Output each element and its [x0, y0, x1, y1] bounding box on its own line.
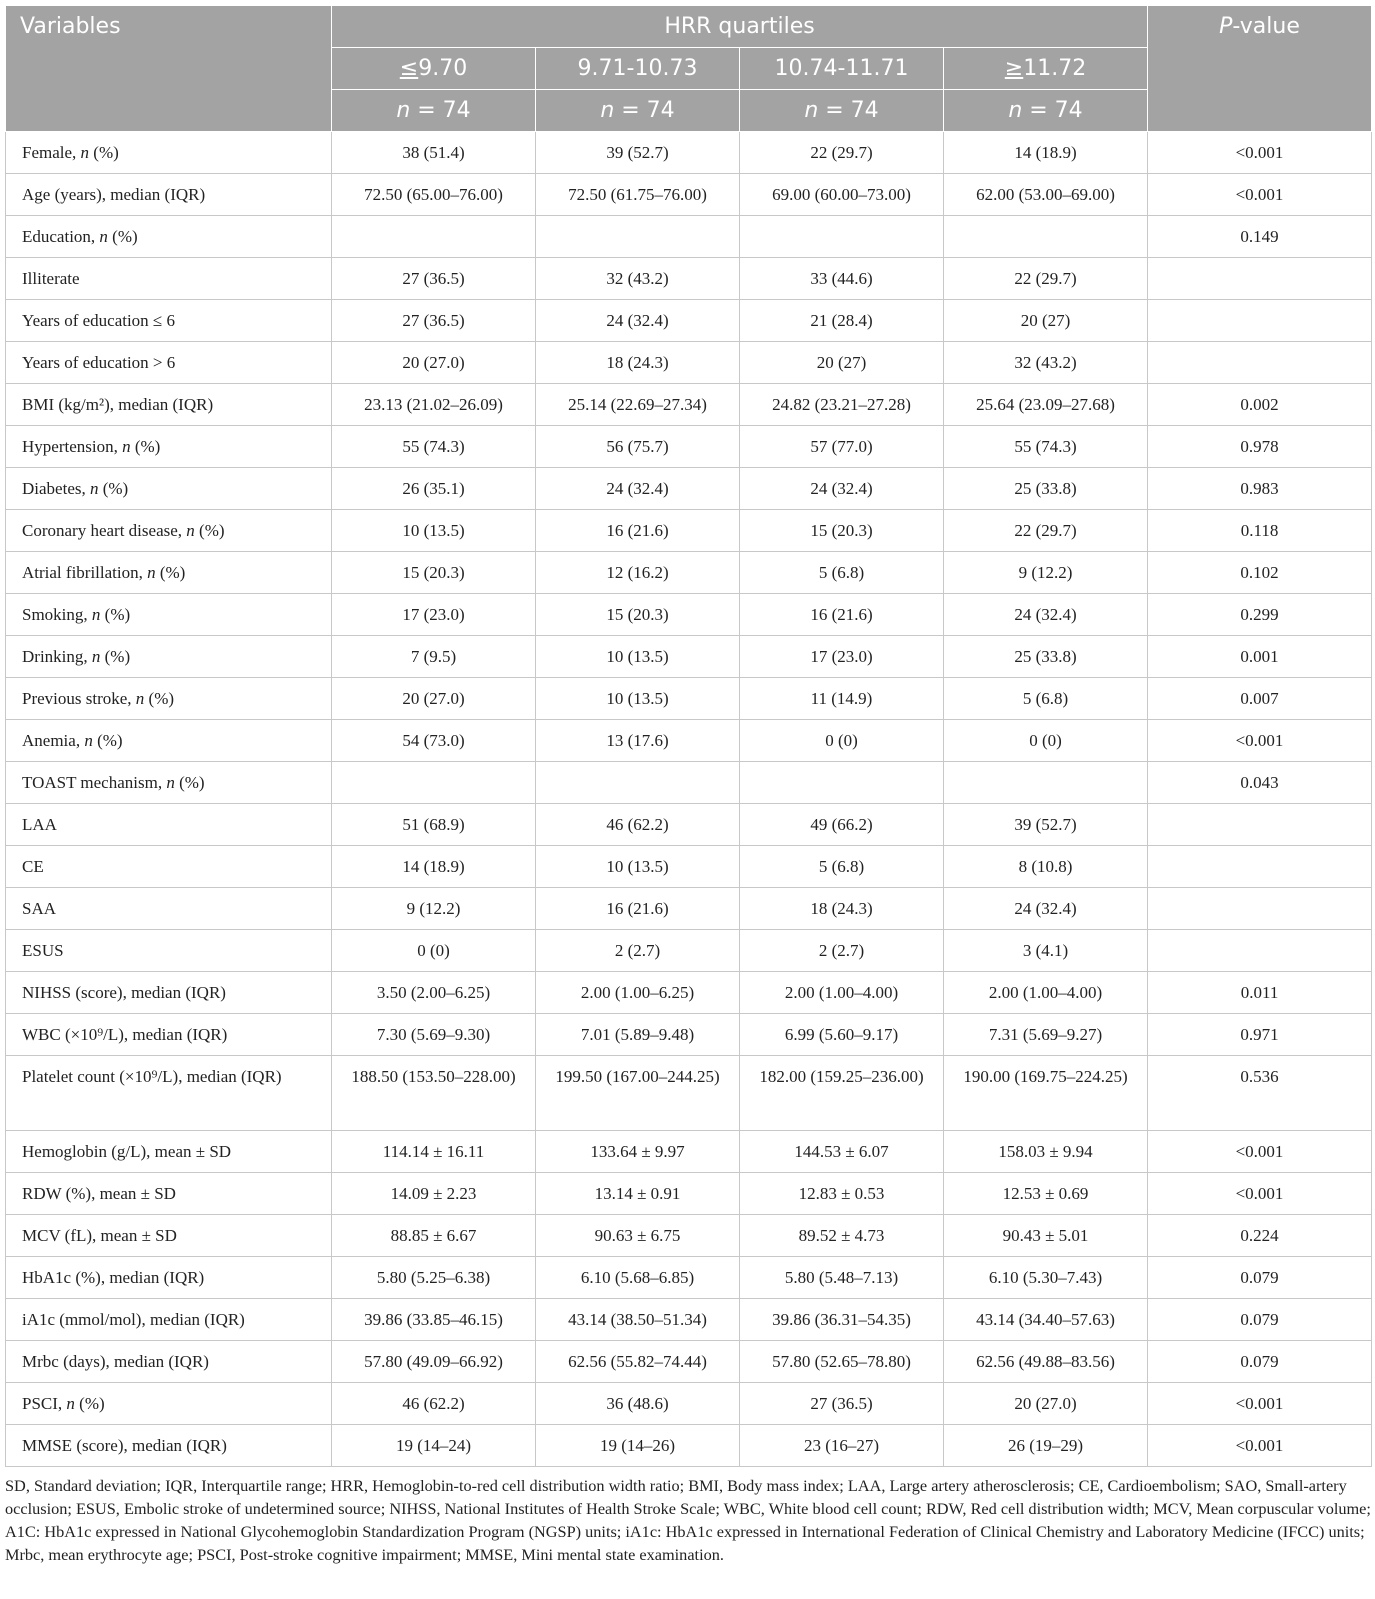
quartile-4-cell: 3 (4.1)	[944, 930, 1148, 972]
quartile-3-cell: 5.80 (5.48–7.13)	[740, 1257, 944, 1299]
table-header	[6, 6, 1372, 132]
quartile-2-cell: 10 (13.5)	[536, 678, 740, 720]
quartile-1-cell: 15 (20.3)	[332, 552, 536, 594]
pvalue-cell: 0.102	[1148, 552, 1372, 594]
n-symbol: n	[91, 604, 101, 624]
table-row	[6, 342, 1372, 384]
pvalue-cell	[1148, 888, 1372, 930]
pvalue-cell: 0.224	[1148, 1215, 1372, 1257]
quartile-3-cell: 5 (6.8)	[740, 552, 944, 594]
quartile-2-cell: 2.00 (1.00–6.25)	[536, 972, 740, 1014]
quartile-2-cell: 56 (75.7)	[536, 426, 740, 468]
baseline-characteristics-table	[5, 5, 1372, 1467]
row-label: BMI (kg/m²), median (IQR)	[6, 384, 332, 426]
table-row	[6, 1173, 1372, 1215]
pvalue-cell: <0.001	[1148, 1425, 1372, 1467]
quartile-3-cell: 21 (28.4)	[740, 300, 944, 342]
quartile-3-cell: 12.83 ± 0.53	[740, 1173, 944, 1215]
quartile-3-cell: 27 (36.5)	[740, 1383, 944, 1425]
table-row	[6, 1341, 1372, 1383]
table-row	[6, 678, 1372, 720]
pvalue-cell: 0.079	[1148, 1257, 1372, 1299]
table-row	[6, 468, 1372, 510]
table-row	[6, 930, 1372, 972]
n-symbol: n	[66, 1393, 75, 1413]
quartile-2-cell: 62.56 (55.82–74.44)	[536, 1341, 740, 1383]
quartile-4-cell: 6.10 (5.30–7.43)	[944, 1257, 1148, 1299]
quartile-1-cell: 14 (18.9)	[332, 846, 536, 888]
table-row	[6, 846, 1372, 888]
table-row	[6, 1056, 1372, 1131]
pvalue-cell: <0.001	[1148, 720, 1372, 762]
pvalue-cell: 0.007	[1148, 678, 1372, 720]
quartile-4-n	[944, 90, 1148, 132]
table-row	[6, 300, 1372, 342]
quartile-3-range	[740, 48, 944, 90]
quartile-3-n-value: = 74	[818, 98, 879, 123]
row-label: Drinking, n (%)	[6, 636, 332, 678]
quartile-2-cell: 6.10 (5.68–6.85)	[536, 1257, 740, 1299]
pvalue-cell	[1148, 846, 1372, 888]
quartile-3-cell: 24.82 (23.21–27.28)	[740, 384, 944, 426]
pvalue-cell	[1148, 804, 1372, 846]
quartile-4-range	[944, 48, 1148, 90]
row-label: WBC (×10⁹/L), median (IQR)	[6, 1014, 332, 1056]
pvalue-cell: 0.011	[1148, 972, 1372, 1014]
quartile-4-cell: 22 (29.7)	[944, 510, 1148, 552]
quartile-3-cell: 24 (32.4)	[740, 468, 944, 510]
row-label: Years of education ≤ 6	[6, 300, 332, 342]
quartile-2-cell: 15 (20.3)	[536, 594, 740, 636]
table-row	[6, 720, 1372, 762]
quartile-2-cell: 2 (2.7)	[536, 930, 740, 972]
quartile-1-cell: 88.85 ± 6.67	[332, 1215, 536, 1257]
quartile-4-cell: 9 (12.2)	[944, 552, 1148, 594]
quartile-1-range	[332, 48, 536, 90]
pvalue-cell	[1148, 300, 1372, 342]
row-label: Hypertension, n (%)	[6, 426, 332, 468]
table-row	[6, 1383, 1372, 1425]
quartile-3-cell: 11 (14.9)	[740, 678, 944, 720]
variables-header: Variables	[6, 6, 332, 132]
quartile-4-cell: 20 (27)	[944, 300, 1148, 342]
quartile-2-n	[536, 90, 740, 132]
quartile-1-cell: 26 (35.1)	[332, 468, 536, 510]
table-row	[6, 132, 1372, 174]
table-row	[6, 426, 1372, 468]
quartile-4-cell: 39 (52.7)	[944, 804, 1148, 846]
n-symbol: n	[80, 142, 90, 162]
row-label: ESUS	[6, 930, 332, 972]
quartile-1-cell: 23.13 (21.02–26.09)	[332, 384, 536, 426]
quartile-4-cell: 24 (32.4)	[944, 888, 1148, 930]
table-row	[6, 552, 1372, 594]
quartile-2-cell: 43.14 (38.50–51.34)	[536, 1299, 740, 1341]
quartile-1-cell: 3.50 (2.00–6.25)	[332, 972, 536, 1014]
quartile-2-cell: 10 (13.5)	[536, 636, 740, 678]
row-label: NIHSS (score), median (IQR)	[6, 972, 332, 1014]
quartile-2-cell: 32 (43.2)	[536, 258, 740, 300]
pvalue-cell: <0.001	[1148, 1383, 1372, 1425]
quartile-2-cell: 16 (21.6)	[536, 510, 740, 552]
quartile-1-cell: 72.50 (65.00–76.00)	[332, 174, 536, 216]
n-symbol: n	[135, 688, 145, 708]
pvalue-cell: 0.978	[1148, 426, 1372, 468]
quartile-1-cell: 27 (36.5)	[332, 300, 536, 342]
row-label: TOAST mechanism, n (%)	[6, 762, 332, 804]
quartile-4-cell: 25 (33.8)	[944, 468, 1148, 510]
quartile-1-cell: 20 (27.0)	[332, 342, 536, 384]
quartile-3-cell: 2 (2.7)	[740, 930, 944, 972]
row-label: Female, n (%)	[6, 132, 332, 174]
quartile-4-cell: 55 (74.3)	[944, 426, 1148, 468]
table-row	[6, 972, 1372, 1014]
table-container	[5, 5, 1371, 1566]
quartile-2-cell: 13 (17.6)	[536, 720, 740, 762]
quartile-4-cell: 8 (10.8)	[944, 846, 1148, 888]
quartile-3-cell: 39.86 (36.31–54.35)	[740, 1299, 944, 1341]
quartile-1-cell: 38 (51.4)	[332, 132, 536, 174]
quartile-3-cell: 22 (29.7)	[740, 132, 944, 174]
n-symbol: n	[166, 772, 175, 792]
row-label: RDW (%), mean ± SD	[6, 1173, 332, 1215]
quartile-4-cell: 7.31 (5.69–9.27)	[944, 1014, 1148, 1056]
quartile-2-value: 9.71-10.73	[577, 56, 698, 81]
quartile-1-cell: 19 (14–24)	[332, 1425, 536, 1467]
pvalue-cell	[1148, 342, 1372, 384]
row-label: PSCI, n (%)	[6, 1383, 332, 1425]
quartile-2-cell: 39 (52.7)	[536, 132, 740, 174]
row-label: Illiterate	[6, 258, 332, 300]
row-label: HbA1c (%), median (IQR)	[6, 1257, 332, 1299]
table-row	[6, 1257, 1372, 1299]
pvalue-cell	[1148, 258, 1372, 300]
quartile-3-cell: 23 (16–27)	[740, 1425, 944, 1467]
quartile-4-cell: 22 (29.7)	[944, 258, 1148, 300]
pvalue-cell: 0.536	[1148, 1056, 1372, 1131]
quartile-2-cell: 12 (16.2)	[536, 552, 740, 594]
quartile-3-cell: 6.99 (5.60–9.17)	[740, 1014, 944, 1056]
pvalue-cell: 0.983	[1148, 468, 1372, 510]
hrr-quartiles-header: HRR quartiles	[332, 6, 1148, 48]
quartile-1-cell: 46 (62.2)	[332, 1383, 536, 1425]
pvalue-cell: 0.079	[1148, 1341, 1372, 1383]
quartile-3-cell: 57.80 (52.65–78.80)	[740, 1341, 944, 1383]
row-label: Hemoglobin (g/L), mean ± SD	[6, 1131, 332, 1173]
pvalue-cell: <0.001	[1148, 132, 1372, 174]
quartile-4-cell: 32 (43.2)	[944, 342, 1148, 384]
quartile-4-n-label: n	[1008, 98, 1023, 123]
row-label: Education, n (%)	[6, 216, 332, 258]
quartile-3-cell: 144.53 ± 6.07	[740, 1131, 944, 1173]
quartile-1-value: 9.70	[418, 56, 468, 81]
quartile-2-cell: 16 (21.6)	[536, 888, 740, 930]
row-label: LAA	[6, 804, 332, 846]
row-label: Years of education > 6	[6, 342, 332, 384]
row-label: MMSE (score), median (IQR)	[6, 1425, 332, 1467]
quartile-2-cell	[536, 216, 740, 258]
quartile-1-cell	[332, 216, 536, 258]
quartile-4-cell: 5 (6.8)	[944, 678, 1148, 720]
quartile-2-cell: 7.01 (5.89–9.48)	[536, 1014, 740, 1056]
row-label: Coronary heart disease, n (%)	[6, 510, 332, 552]
quartile-2-cell: 46 (62.2)	[536, 804, 740, 846]
quartile-2-cell	[536, 762, 740, 804]
quartile-1-cell: 55 (74.3)	[332, 426, 536, 468]
quartile-3-cell: 69.00 (60.00–73.00)	[740, 174, 944, 216]
quartile-2-cell: 199.50 (167.00–244.25)	[536, 1056, 740, 1131]
row-label: iA1c (mmol/mol), median (IQR)	[6, 1299, 332, 1341]
quartile-3-cell: 18 (24.3)	[740, 888, 944, 930]
quartile-2-cell: 18 (24.3)	[536, 342, 740, 384]
quartile-3-cell: 182.00 (159.25–236.00)	[740, 1056, 944, 1131]
pvalue-header-suffix: -value	[1232, 14, 1300, 39]
quartile-2-cell: 19 (14–26)	[536, 1425, 740, 1467]
quartile-1-cell: 57.80 (49.09–66.92)	[332, 1341, 536, 1383]
pvalue-cell: <0.001	[1148, 1173, 1372, 1215]
quartile-1-cell: 7 (9.5)	[332, 636, 536, 678]
quartile-3-cell: 57 (77.0)	[740, 426, 944, 468]
pvalue-header-p: P	[1219, 14, 1233, 39]
table-row	[6, 384, 1372, 426]
table-row	[6, 1131, 1372, 1173]
quartile-2-cell: 10 (13.5)	[536, 846, 740, 888]
quartile-3-cell: 15 (20.3)	[740, 510, 944, 552]
row-label: Atrial fibrillation, n (%)	[6, 552, 332, 594]
quartile-3-cell: 0 (0)	[740, 720, 944, 762]
n-symbol: n	[122, 436, 131, 456]
quartile-4-cell: 26 (19–29)	[944, 1425, 1148, 1467]
quartile-1-cell: 114.14 ± 16.11	[332, 1131, 536, 1173]
quartile-1-cell: 14.09 ± 2.23	[332, 1173, 536, 1215]
quartile-2-n-value: = 74	[614, 98, 675, 123]
n-symbol: n	[91, 646, 101, 666]
quartile-4-cell: 25.64 (23.09–27.68)	[944, 384, 1148, 426]
quartile-2-cell: 133.64 ± 9.97	[536, 1131, 740, 1173]
quartile-2-cell: 24 (32.4)	[536, 468, 740, 510]
table-row	[6, 174, 1372, 216]
quartile-3-cell: 20 (27)	[740, 342, 944, 384]
quartile-2-range	[536, 48, 740, 90]
quartile-2-cell: 13.14 ± 0.91	[536, 1173, 740, 1215]
quartile-1-cell: 9 (12.2)	[332, 888, 536, 930]
quartile-1-cell: 7.30 (5.69–9.30)	[332, 1014, 536, 1056]
quartile-2-cell: 72.50 (61.75–76.00)	[536, 174, 740, 216]
table-row	[6, 216, 1372, 258]
pvalue-cell	[1148, 930, 1372, 972]
quartile-3-n	[740, 90, 944, 132]
row-label: Diabetes, n (%)	[6, 468, 332, 510]
quartile-4-cell: 20 (27.0)	[944, 1383, 1148, 1425]
table-row	[6, 510, 1372, 552]
quartile-2-cell: 90.63 ± 6.75	[536, 1215, 740, 1257]
quartile-4-cell: 0 (0)	[944, 720, 1148, 762]
table-row	[6, 594, 1372, 636]
quartile-3-cell: 16 (21.6)	[740, 594, 944, 636]
quartile-3-cell: 49 (66.2)	[740, 804, 944, 846]
quartile-4-cell: 12.53 ± 0.69	[944, 1173, 1148, 1215]
quartile-3-value: 10.74-11.71	[774, 56, 909, 81]
quartile-1-cell: 188.50 (153.50–228.00)	[332, 1056, 536, 1131]
quartile-3-cell: 33 (44.6)	[740, 258, 944, 300]
quartile-4-n-value: = 74	[1022, 98, 1083, 123]
quartile-4-cell: 90.43 ± 5.01	[944, 1215, 1148, 1257]
quartile-1-cell	[332, 762, 536, 804]
quartile-3-cell	[740, 762, 944, 804]
table-row	[6, 888, 1372, 930]
table-body	[6, 132, 1372, 1467]
n-symbol: n	[186, 520, 195, 540]
quartile-4-cell: 158.03 ± 9.94	[944, 1131, 1148, 1173]
pvalue-cell: 0.299	[1148, 594, 1372, 636]
quartile-4-cell: 2.00 (1.00–4.00)	[944, 972, 1148, 1014]
quartile-3-n-label: n	[804, 98, 819, 123]
quartile-4-sign: ≥	[1004, 56, 1024, 81]
table-row	[6, 762, 1372, 804]
quartile-2-cell: 25.14 (22.69–27.34)	[536, 384, 740, 426]
quartile-4-cell: 43.14 (34.40–57.63)	[944, 1299, 1148, 1341]
pvalue-header	[1148, 6, 1372, 132]
quartile-1-cell: 0 (0)	[332, 930, 536, 972]
quartile-3-cell: 17 (23.0)	[740, 636, 944, 678]
pvalue-cell: 0.001	[1148, 636, 1372, 678]
pvalue-cell: 0.971	[1148, 1014, 1372, 1056]
quartile-3-cell: 2.00 (1.00–4.00)	[740, 972, 944, 1014]
quartile-1-sign: ≤	[399, 56, 419, 81]
quartile-2-cell: 36 (48.6)	[536, 1383, 740, 1425]
row-label: Previous stroke, n (%)	[6, 678, 332, 720]
quartile-1-cell: 5.80 (5.25–6.38)	[332, 1257, 536, 1299]
quartile-4-cell	[944, 216, 1148, 258]
table-row	[6, 258, 1372, 300]
row-label: Smoking, n (%)	[6, 594, 332, 636]
quartile-4-cell: 14 (18.9)	[944, 132, 1148, 174]
pvalue-cell: 0.002	[1148, 384, 1372, 426]
table-row	[6, 1215, 1372, 1257]
pvalue-cell: 0.043	[1148, 762, 1372, 804]
quartile-1-cell: 20 (27.0)	[332, 678, 536, 720]
quartile-1-n-value: = 74	[410, 98, 471, 123]
pvalue-cell: 0.079	[1148, 1299, 1372, 1341]
quartile-4-cell: 190.00 (169.75–224.25)	[944, 1056, 1148, 1131]
quartile-4-value: 11.72	[1023, 56, 1087, 81]
quartile-3-cell: 89.52 ± 4.73	[740, 1215, 944, 1257]
table-row	[6, 1014, 1372, 1056]
n-symbol: n	[84, 730, 93, 750]
pvalue-cell: <0.001	[1148, 174, 1372, 216]
row-label: MCV (fL), mean ± SD	[6, 1215, 332, 1257]
table-row	[6, 804, 1372, 846]
pvalue-cell: 0.118	[1148, 510, 1372, 552]
quartile-3-cell: 5 (6.8)	[740, 846, 944, 888]
table-row	[6, 1425, 1372, 1467]
row-label: Mrbc (days), median (IQR)	[6, 1341, 332, 1383]
quartile-4-cell: 62.56 (49.88–83.56)	[944, 1341, 1148, 1383]
quartile-2-n-label: n	[600, 98, 615, 123]
quartile-1-n-label: n	[396, 98, 411, 123]
row-label: SAA	[6, 888, 332, 930]
n-symbol: n	[89, 478, 99, 498]
quartile-1-cell: 17 (23.0)	[332, 594, 536, 636]
quartile-1-n	[332, 90, 536, 132]
n-symbol: n	[99, 226, 108, 246]
quartile-1-cell: 27 (36.5)	[332, 258, 536, 300]
row-label: Age (years), median (IQR)	[6, 174, 332, 216]
table-footnote: SD, Standard deviation; IQR, Interquartile range; HRR, Hemoglobin-to-red cell distribution width ratio; BMI, Body mass index; LAA, Large artery atherosclerosis; CE, Cardioembolism; SAO, Small-artery occlusion; ESUS, Embolic stroke of undetermined source; NIHSS, National Institutes of Health Stroke Scale; WBC, White blood cell count; RDW, Red cell distribution width; MCV, Mean corpuscular volume; A1C: HbA1c expressed in National Glycohemoglobin Standardization Program (NGSP) units; iA1c: HbA1c expressed in International Federation of Clinical Chemistry and Laboratory Medicine (IFCC) units; Mrbc, mean erythrocyte age; PSCI, Post-stroke cognitive impairment; MMSE, Mini mental state examination.	[5, 1476, 1371, 1564]
quartile-2-cell: 24 (32.4)	[536, 300, 740, 342]
quartile-4-cell: 24 (32.4)	[944, 594, 1148, 636]
row-label: Anemia, n (%)	[6, 720, 332, 762]
quartile-4-cell: 25 (33.8)	[944, 636, 1148, 678]
quartile-3-cell	[740, 216, 944, 258]
pvalue-cell: 0.149	[1148, 216, 1372, 258]
quartile-4-cell	[944, 762, 1148, 804]
quartile-1-cell: 10 (13.5)	[332, 510, 536, 552]
row-label: CE	[6, 846, 332, 888]
quartile-1-cell: 54 (73.0)	[332, 720, 536, 762]
n-symbol: n	[147, 562, 156, 582]
table-row	[6, 1299, 1372, 1341]
quartile-1-cell: 39.86 (33.85–46.15)	[332, 1299, 536, 1341]
table-row	[6, 636, 1372, 678]
quartile-1-cell: 51 (68.9)	[332, 804, 536, 846]
quartile-4-cell: 62.00 (53.00–69.00)	[944, 174, 1148, 216]
row-label: Platelet count (×10⁹/L), median (IQR)	[6, 1056, 332, 1131]
pvalue-cell: <0.001	[1148, 1131, 1372, 1173]
